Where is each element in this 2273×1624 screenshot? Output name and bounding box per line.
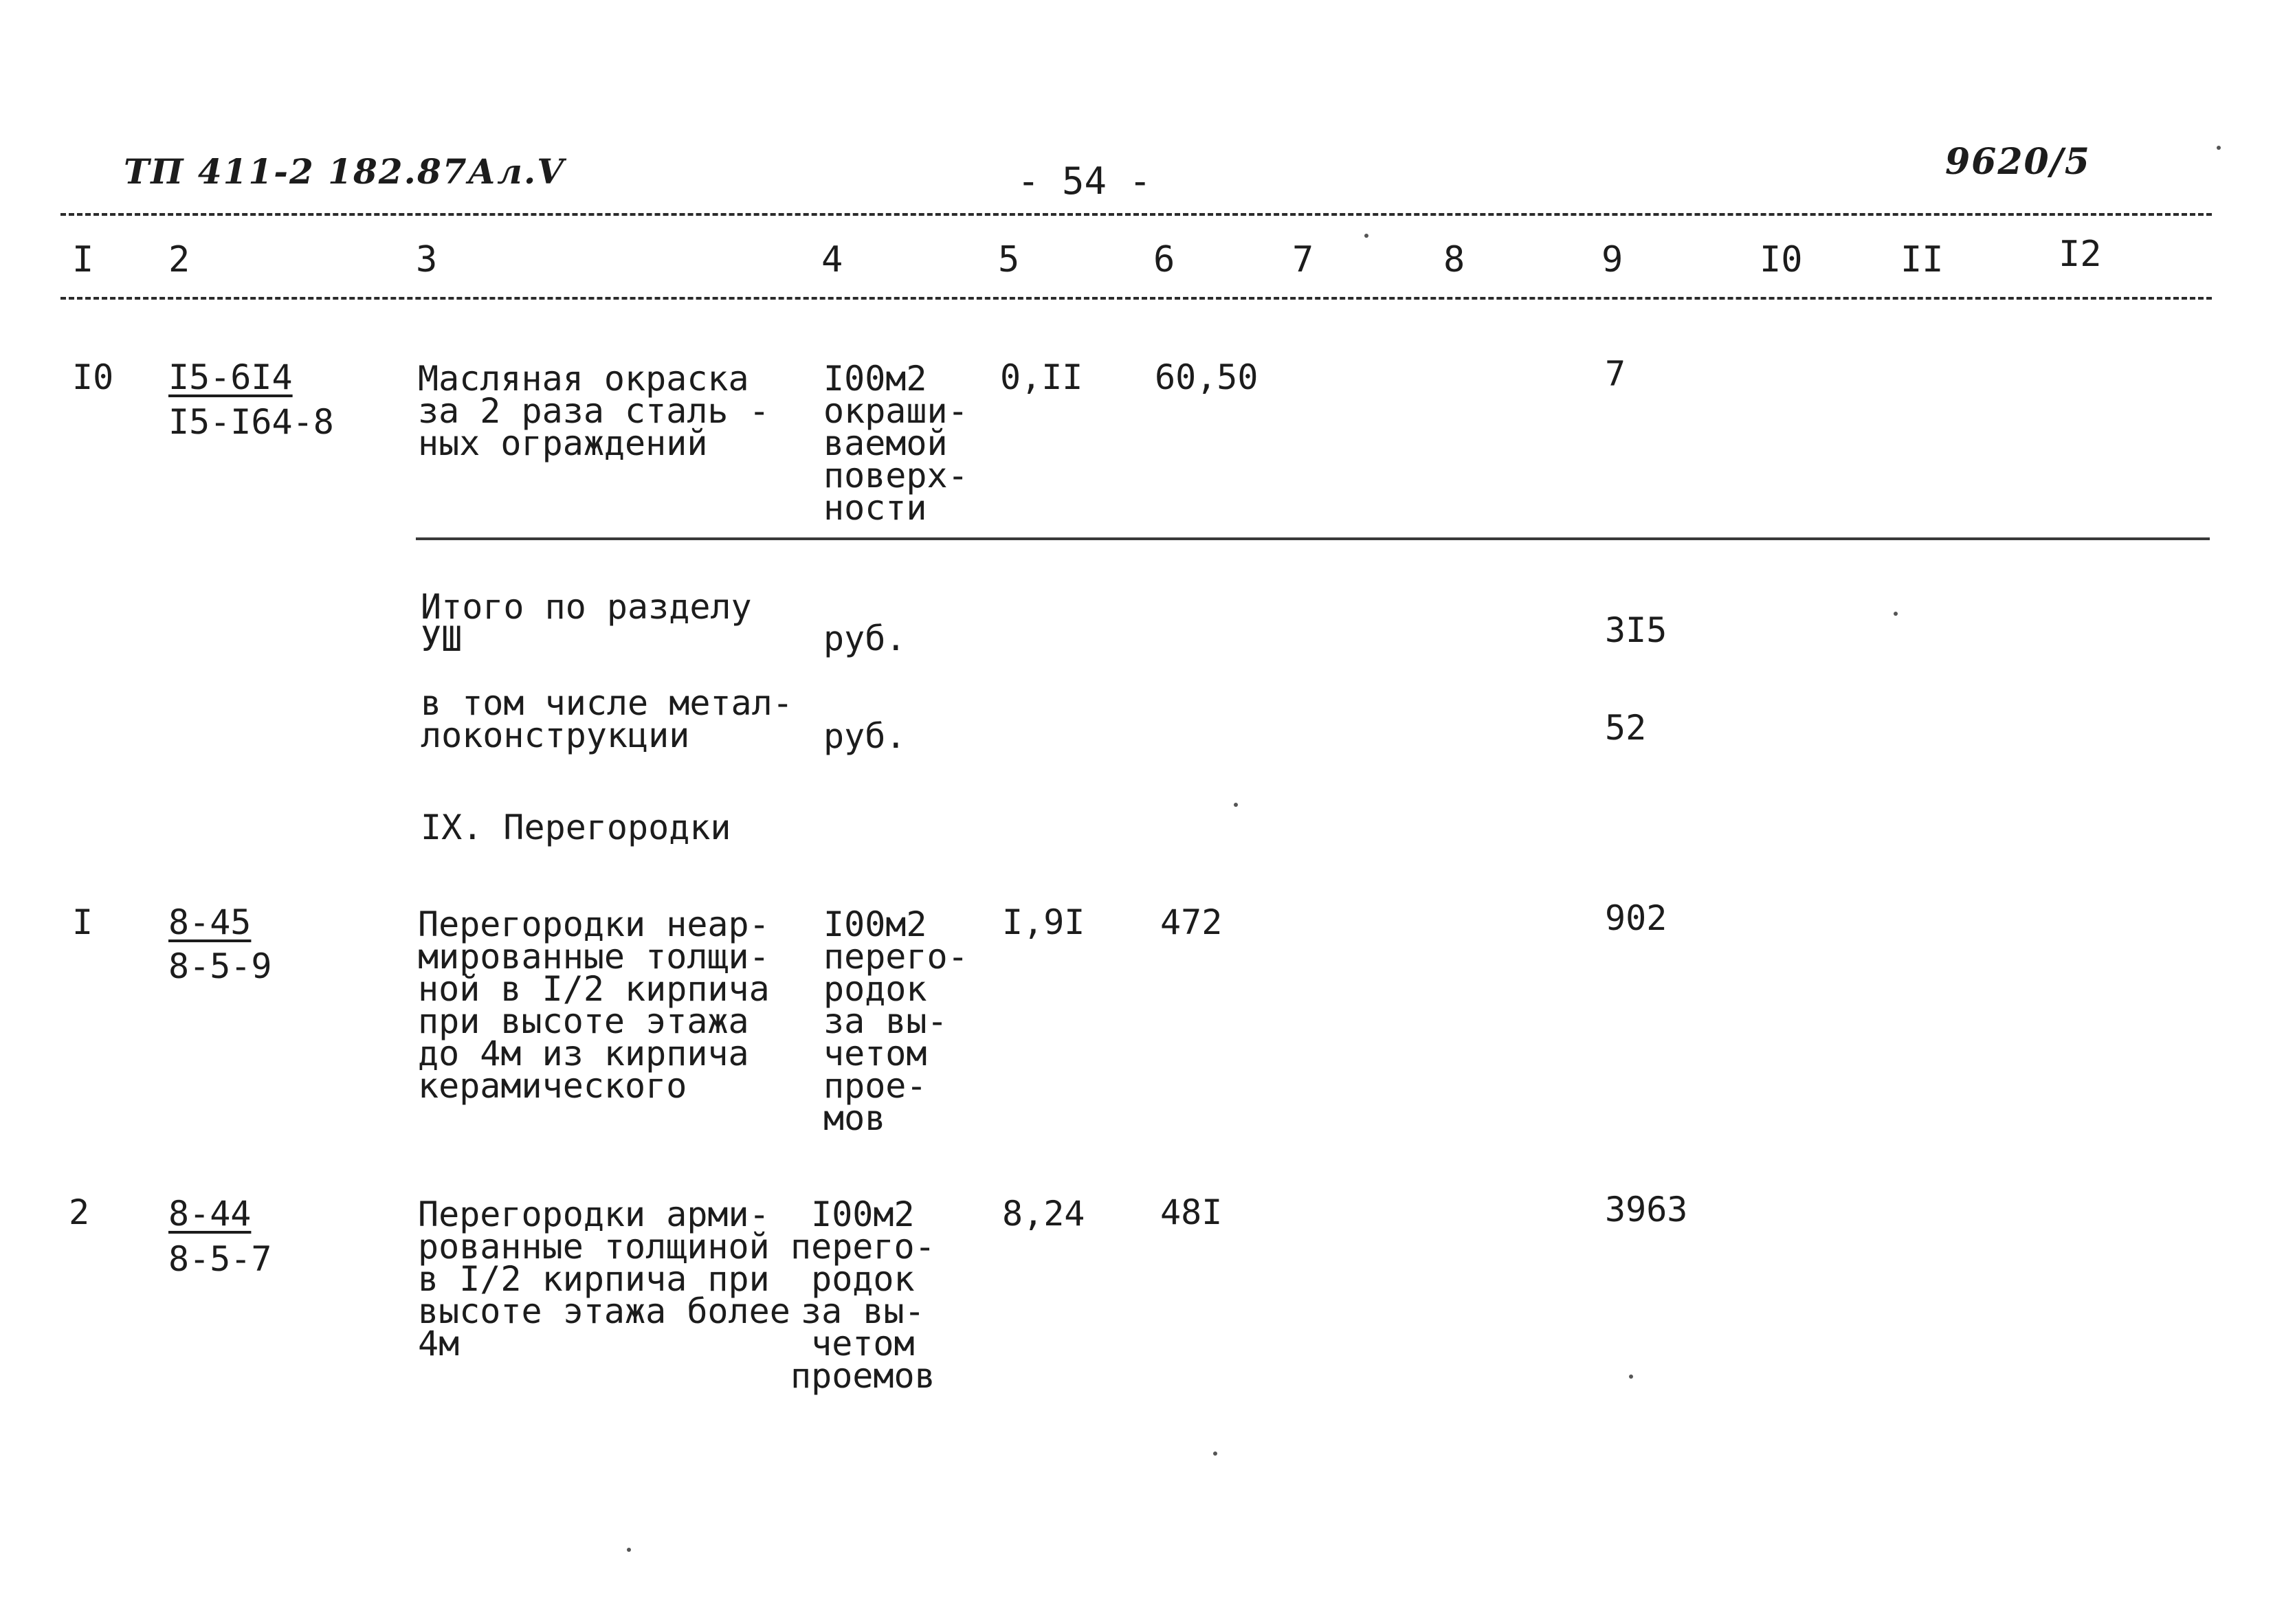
subtotal-unit: руб.	[823, 619, 907, 658]
column-header-8: 8	[1443, 239, 1465, 280]
scan-speck	[1234, 803, 1238, 807]
section-divider-rule	[416, 537, 2210, 540]
header-top-rule	[60, 213, 2212, 216]
total-cost: 7	[1605, 354, 1626, 394]
rate-code-bottom: 8-5-9	[168, 946, 272, 986]
rate-code-top: I5-6I4	[168, 357, 293, 397]
quantity: 0,II	[1000, 357, 1083, 397]
scan-speck	[1894, 612, 1898, 616]
row-number: 2	[69, 1192, 90, 1232]
unit-price: 472	[1160, 902, 1223, 942]
column-header-7: 7	[1292, 239, 1314, 280]
column-header-9: 9	[1601, 239, 1623, 280]
column-header-6: 6	[1153, 239, 1175, 280]
column-header-3: 3	[416, 239, 438, 280]
quantity: 8,24	[1002, 1194, 1085, 1234]
unit-price: 60,50	[1155, 357, 1259, 397]
row-number: I	[72, 902, 93, 942]
column-header-4: 4	[821, 239, 843, 280]
total-cost: 3963	[1605, 1190, 1688, 1230]
document-code: ТП 411-2 182.87Ал.V	[124, 151, 566, 192]
section-title: IX. Перегородки	[421, 808, 731, 847]
column-header-5: 5	[998, 239, 1020, 280]
rate-code-top: 8-44	[168, 1194, 252, 1234]
work-description: Перегородки неар- мированные толщи- ной в I/2 кирпича при высоте этажа до 4м из кирпича керамического	[418, 904, 770, 1106]
subtotal-unit: руб.	[823, 716, 907, 756]
archive-number: 9620/5	[1945, 141, 2091, 183]
header-bottom-rule	[60, 297, 2212, 300]
work-description: Перегородки арми- рованные толщиной в I/2 кирпича при высоте этажа более 4м	[418, 1194, 790, 1364]
rate-code-bottom: I5-I64-8	[168, 402, 334, 442]
subtotal-value: 3I5	[1605, 610, 1667, 650]
column-header-10: I0	[1760, 239, 1803, 280]
column-header-2: 2	[168, 239, 190, 280]
scan-speck	[1213, 1451, 1217, 1456]
quantity: I,9I	[1002, 902, 1085, 942]
total-cost: 902	[1605, 898, 1667, 938]
unit-of-measure: I00м2 перего- родок за вы- четом проемов	[790, 1194, 935, 1396]
scan-speck	[2217, 146, 2221, 150]
subtotal-value: 52	[1605, 708, 1647, 748]
column-header-12: I2	[2059, 234, 2102, 275]
column-header-1: I	[72, 239, 94, 280]
scan-speck	[627, 1548, 631, 1552]
rate-code-top: 8-45	[168, 902, 252, 942]
unit-price: 48I	[1160, 1192, 1223, 1232]
unit-of-measure: I00м2 перего- родок за вы- четом прое- мов	[823, 904, 968, 1138]
rate-code-bottom: 8-5-7	[168, 1239, 272, 1279]
row-number: I0	[72, 357, 114, 397]
unit-of-measure: I00м2 окраши- ваемой поверх- ности	[823, 359, 968, 528]
scan-speck	[1364, 234, 1368, 238]
work-description: Масляная окраска за 2 раза сталь - ных ограждений	[418, 359, 770, 463]
subtotal-label: в том числе метал- локонструкции	[421, 683, 793, 755]
column-header-11: II	[1900, 239, 1944, 280]
scan-speck	[1629, 1375, 1633, 1379]
page-number: - 54 -	[1017, 159, 1152, 203]
subtotal-label: Итого по разделу УШ	[421, 587, 752, 659]
